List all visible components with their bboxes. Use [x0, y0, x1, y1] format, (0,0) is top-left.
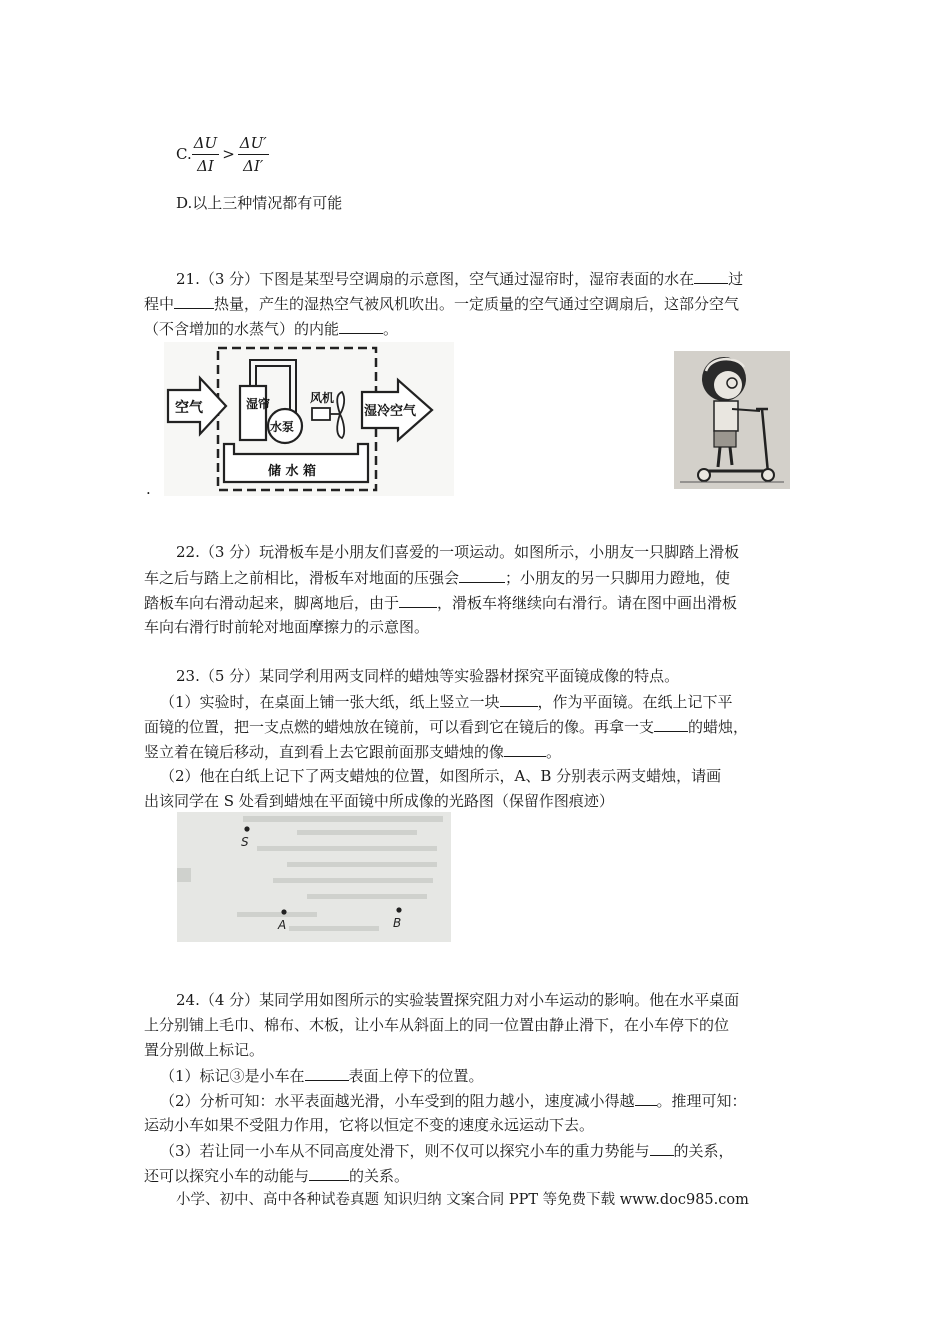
- fan-label: 风机: [310, 391, 335, 405]
- q23-blank-1[interactable]: [500, 689, 538, 707]
- air-outlet-label: 湿冷空气: [364, 404, 417, 419]
- q24-line3: 置分别做上标记。: [144, 1041, 265, 1059]
- q23-part2-line2: 出该同学在 S 处看到蜡烛在平面镜中所成像的光路图（保留作图痕迹）: [144, 792, 614, 810]
- q23-part1-line1: （1）实验时，在桌面上铺一张大纸，纸上竖立一块 ，作为平面镜。在纸上记下平: [160, 689, 733, 715]
- point-s-label: S: [241, 835, 249, 849]
- fraction-delta-u-over-delta-i: $\frac{\Delta U}{\Delta I}$: [193, 133, 218, 175]
- q24-part2-line1: （2）分析可知：水平表面越光滑，小车受到的阻力越小，速度减小得越 。推理可知：: [160, 1088, 747, 1114]
- q21-blank-1[interactable]: [694, 266, 728, 284]
- page-footer: 小学、初中、高中各种试卷真题 知识归纳 文案合同 PPT 等免费下载 www.doc985.com: [176, 1192, 749, 1208]
- q23-part1-line2: 面镜的位置，把一支点燃的蜡烛放在镜前，可以看到它在镜后的像。再拿一支 的蜡烛，: [144, 714, 748, 740]
- point-s-dot: [244, 826, 249, 831]
- q22-blank-1[interactable]: [459, 565, 505, 583]
- q24-part1: （1）标记③是小车在 表面上停下的位置。: [160, 1063, 484, 1089]
- point-b-dot: [396, 907, 401, 912]
- q22-line1: 22.（3 分）玩滑板车是小朋友们喜爱的一项运动。如图所示，小朋友一只脚踏上滑板: [176, 543, 740, 561]
- q24-part2-line2: 运动小车如果不受阻力作用，它将以恒定不变的速度永远运动下去。: [144, 1116, 595, 1134]
- q24-blank-3[interactable]: [650, 1138, 674, 1156]
- q23-blank-3[interactable]: [504, 739, 546, 757]
- q21-line2: 程中 热量，产生的湿热空气被风机吹出。一定质量的空气通过空调扇后，这部分空气: [144, 291, 739, 317]
- q21-blank-2[interactable]: [174, 291, 214, 309]
- water-tank-label: 储 水 箱: [268, 464, 317, 479]
- child-body: [714, 401, 738, 431]
- q22-line3: 踏板车向右滑动起来，脚离地后，由于 ，滑板车将继续向右滑行。请在图中画出滑板: [144, 590, 737, 616]
- fan-motor: [312, 408, 330, 420]
- air-inlet-label: 空气: [175, 400, 203, 416]
- q21-line1: 21.（3 分）下图是某型号空调扇的示意图，空气通过湿帘时，湿帘表面的水在 过: [176, 266, 743, 292]
- fraction-delta-u-prime-over-delta-i-prime: $\frac{\Delta U'}{\Delta I'}$: [239, 133, 267, 175]
- q22-blank-2[interactable]: [399, 590, 437, 608]
- point-a-label: A: [278, 918, 287, 932]
- q22-line4: 车向右滑行时前轮对地面摩擦力的示意图。: [144, 618, 430, 636]
- front-wheel: [762, 469, 774, 481]
- q21-blank-3[interactable]: [339, 316, 383, 334]
- option-d: D.以上三种情况都有可能: [176, 194, 343, 212]
- mirror-experiment-photo: [177, 812, 451, 942]
- option-c: [176, 128, 269, 180]
- greater-than-sign: >: [222, 145, 235, 163]
- stray-dot: .: [146, 480, 151, 498]
- point-a-dot: [281, 909, 286, 914]
- q23-part2-line1: （2）他在白纸上记下了两支蜡烛的位置，如图所示，A、B 分别表示两支蜡烛，请画: [160, 767, 722, 785]
- q23-line1: 23.（5 分）某同学利用两支同样的蜡烛等实验器材探究平面镜成像的特点。: [176, 667, 680, 685]
- wet-curtain: [240, 386, 266, 440]
- q22-line2: 车之后与踏上之前相比，滑板车对地面的压强会 ；小朋友的另一只脚用力蹬地，使: [144, 565, 730, 591]
- q23-blank-2[interactable]: [654, 714, 688, 732]
- q24-blank-4[interactable]: [309, 1163, 349, 1181]
- rear-wheel: [698, 469, 710, 481]
- q24-line2: 上分别铺上毛巾、棉布、木板，让小车从斜面上的同一位置由静止滑下，在小车停下的位: [144, 1016, 730, 1034]
- q24-blank-2[interactable]: [635, 1088, 657, 1106]
- point-b-label: B: [393, 916, 402, 930]
- q24-line1: 24.（4 分）某同学用如图所示的实验装置探究阻力对小车运动的影响。他在水平桌面: [176, 991, 740, 1009]
- wet-curtain-label: 湿帘: [246, 397, 271, 411]
- scooter-picture: [674, 351, 790, 489]
- air-cooler-diagram: [164, 342, 454, 496]
- q21-line3: （不含增加的水蒸气）的内能 。: [144, 316, 398, 342]
- q24-blank-1[interactable]: [305, 1063, 349, 1081]
- water-pump-label: 水泵: [270, 420, 295, 434]
- q24-part3-line2: 还可以探究小车的动能与 的关系。: [144, 1163, 409, 1189]
- q23-part1-line3: 竖立着在镜后移动，直到看上去它跟前面那支蜡烛的像 。: [144, 739, 561, 765]
- option-c-label: C.: [176, 144, 192, 163]
- q24-part3-line1: （3）若让同一小车从不同高度处滑下，则不仅可以探究小车的重力势能与 的关系，: [160, 1138, 734, 1164]
